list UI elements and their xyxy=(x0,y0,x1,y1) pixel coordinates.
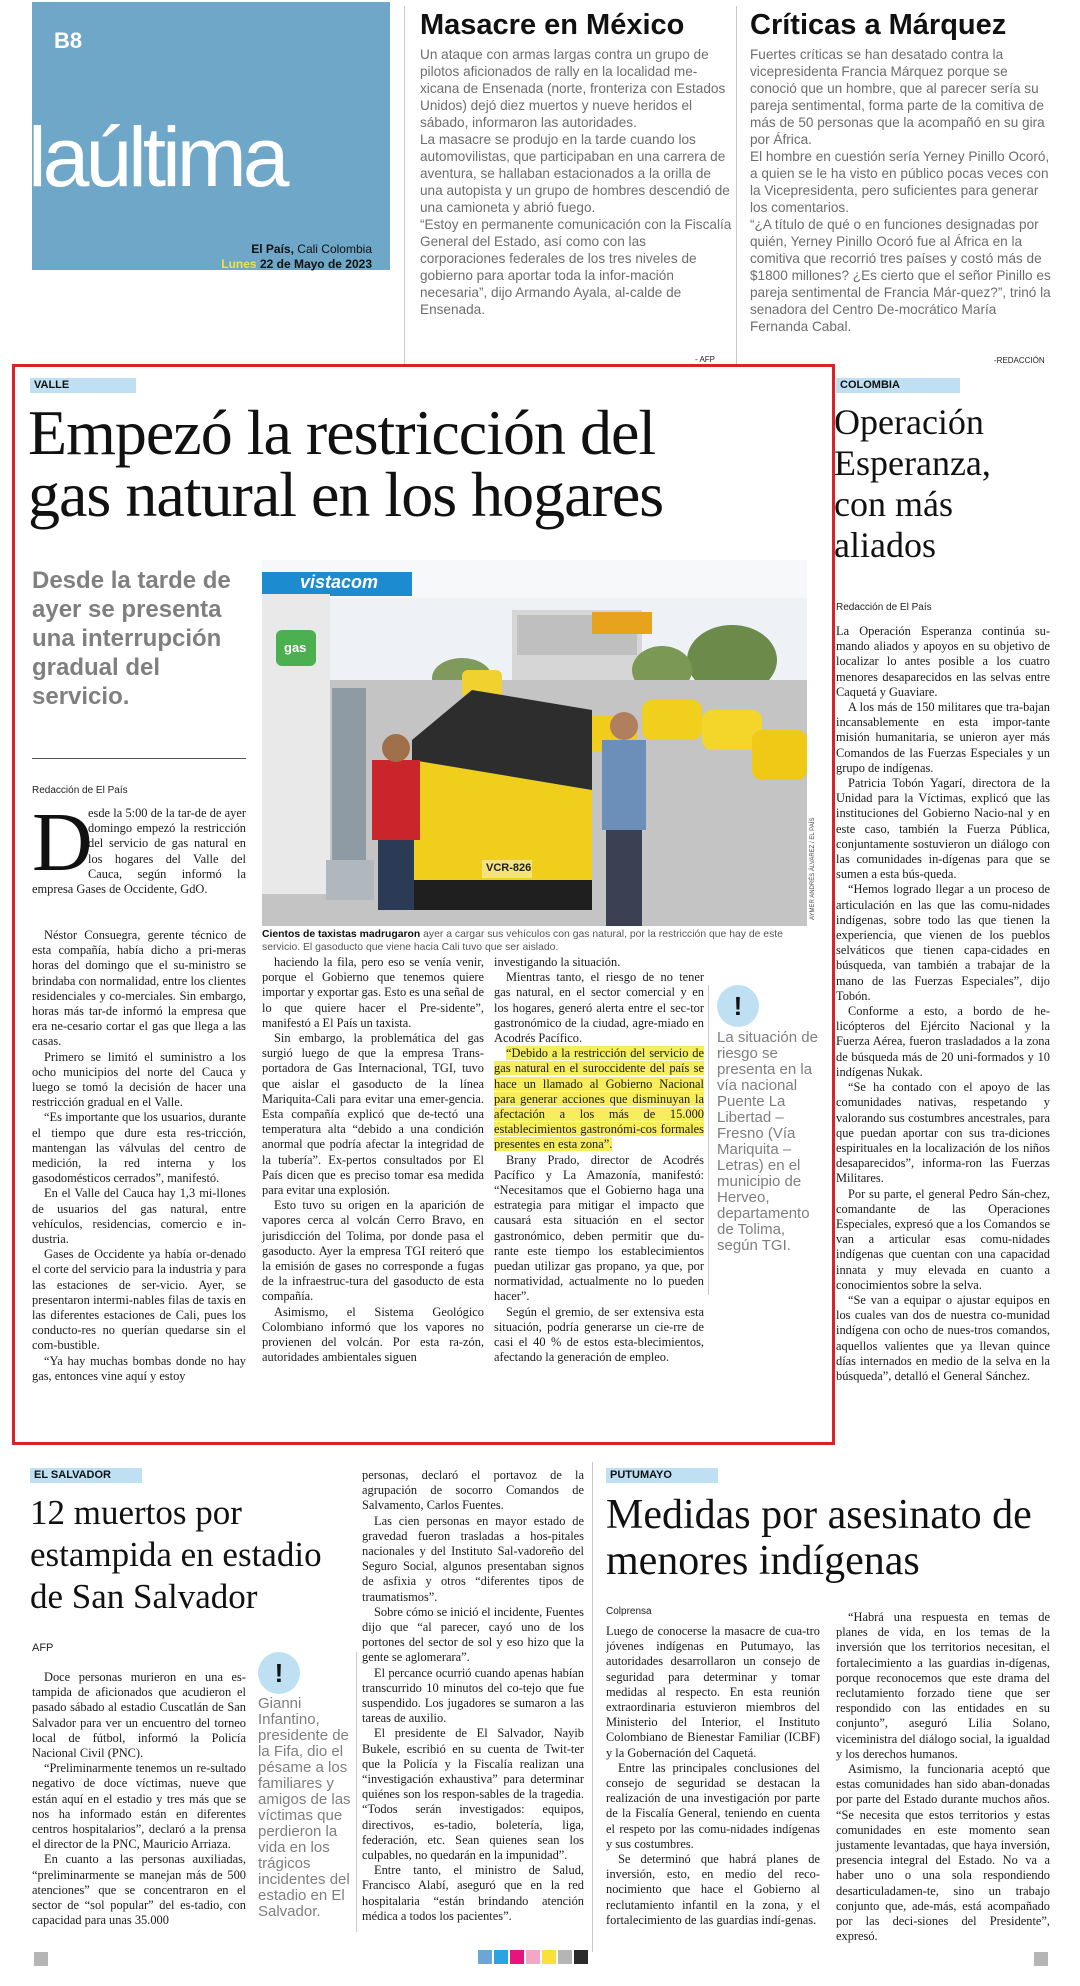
esperanza-body: La Operación Esperanza continúa su-mando aliados y apoyos en su objetivo de localizar lo antes posible a los cuatro menores desaparecidos en las selvas entre Caquetá y Guaviare. A los más de 150 militares que tra-bajan incansablemente en esta impor-tante misión humanitaria, se unieron ayer más Comandos de las Fuerzas Especiales y un grupo de indígenas. Patricia Tobón Yagarí, directora de la Unidad para la Víctimas, explicó que las instituciones del Gobierno Nacio-nal y en este caso, también la Fuerza Pública, conjuntamente sostuvieron un diálogo con las comunidades in-dígenas para que se sumen a esta bús-queda. “Hemos logrado llegar a un proceso de articulación en las que las comu-nidades indígenas, sobre todo las que tienen la experiencia, que vienen de los pueblos selváticos que tienen capa-cidades en búsqueda, van también a trabajar de la mano de las Fuerzas Especiales”, dijo Tobón. Conforme a esto, a bordo de he-licópteros del Ejército Nacional y la Fuerza Aérea, fueron trasladados a la zona de búsqueda más de 20 uni-formados y 10 indígenas Nukak. “Se ha contado con el apoyo de las comunidades nativas, respetando y valorando sus costumbres ancestrales, para que puedan aportar con sus tra-diciones espirituales en la localización de los niños desaparecidos”, informa-ron las Fuerzas Militares. Por su parte, el general Pedro Sán-chez, comandante de las Operaciones Especiales, expresó que a los Comandos se van a articular esas comu-nidades indígenas que cuentan con una capacidad innata y muy elevada en cuanto a conocimientos sobre la selva. “Se van a equipar o ajustar equipos en los cuales van dos de nuestra co-munidad indígena con ocho de nues-tros comandos, aquellos valientes que ya llevan quince días internados en medio de la selva en la búsqueda”, detalló el General Sánchez. xyxy=(836,624,1050,1383)
color-swatch xyxy=(574,1950,588,1964)
salvador-byline: AFP xyxy=(32,1642,54,1654)
gas-col3: investigando la situación. Mientras tanto, el riesgo de no tener gas natural, en el sector comercial y en los hogares, generó alerta entre el sec-tor gastronómico de la ciudad, agre-miado en Acodrés Pacífico. “Debido a la restricción del servicio de gas natural en el suroccidente del país se hace un llamado al Gobierno Nacional para generar acciones que disminuyan la afectación a los más de 15.000 establecimientos gastronómi-cos formales presentes en esta zona”. Brany Prado, director de Acodrés Pacífico y La Amazonía, manifestó: “Necesitamos que el Gobierno haga una estrategia para mitigar el impacto que causará esta situación en el sector gastronómico, deben permitir que du-rante este tiempo los establecimientos puedan utilizar gas propano, ya que, por normatividad, actualmente no lo pueden hacer”. Según el gremio, de ser extensiva esta situación, podría generarse un cie-rre de casi el 40 % de estos esta-blecimientos, afectando la generación de empleo. xyxy=(494,955,704,1365)
color-swatch xyxy=(494,1950,508,1964)
color-swatch xyxy=(478,1950,492,1964)
photo-plate: VCR-826 xyxy=(486,862,532,874)
masthead xyxy=(28,2,390,271)
color-swatch xyxy=(526,1950,540,1964)
date: 22 de Mayo de 2023 xyxy=(259,257,372,271)
drop-cap: D xyxy=(32,796,93,889)
gas-kicker: VALLE xyxy=(30,378,136,393)
putumayo-byline: Colprensa xyxy=(606,1606,652,1617)
esperanza-byline: Redacción de El País xyxy=(836,602,932,613)
marquez-body: Fuertes críticas se han desatado contra la vicepresidenta Francia Márquez porque se conoció que un hombre, que al parecer sería su pareja sentimental, forma parte de la comitiva de más de 50 personas que la acompañó en su gira por África. El hombre en cuestión sería Yerney Pinillo Ocoró, a quien se le ha visto en público pocas veces con la Vicepresidenta, pero suficientes para generar los comentarios. “¿A título de qué o en funciones designadas por quién, Yerney Pinillo Ocoró fue al África en la comitiva que recorrió tres países y costó más de $1800 millones? ¿Es cierto que el señor Pinillo es pareja sentimental de Francia Már-quez?”, trinó la senadora del Centro De-mocrático María Fernanda Cabal. xyxy=(750,47,1051,334)
paper-name: El País, xyxy=(251,242,294,256)
salvador-col1: Doce personas murieron en una es-tampida de aficionados que acudieron el pasado sábado al estadio Cuscatlán de San Salvador para ver un encuentro del torneo local de fútbol, informó la Policía Nacional Civil (PNC). “Preliminarmente tenemos un re-sultado negativo de doce víctimas, nueve que están aquí en el estadio y tres más que se nos ha informado están en diferentes centros hospitalarios”, declaró a la prensa el director de la PNC, Mauricio Arriaza. En cuanto a las personas auxiliadas, “preliminarmente se manejan más de 500 atenciones” que se concentraron en el sector de “sol popular” del es-tadio, con capacidad para unas 35.000 xyxy=(32,1670,246,1928)
mexico-title: Masacre en México xyxy=(420,9,685,41)
gas-lead: D esde la 5:00 de la tar-de de ayer domingo empezó la restricción del servicio de gas natural en los hogares del Valle del Cauca, según informó la empresa Gases de Occidente, GdO. xyxy=(32,796,246,897)
gas-station-illustration xyxy=(262,560,807,926)
salvador-title: 12 muertos por estampida en estadio de San Salvador xyxy=(30,1493,322,1616)
city: Cali Colombia xyxy=(297,242,372,256)
salvador-col2: personas, declaró el portavoz de la agrupación de socorro Comandos de Salvamento, Carlos Fuentes. Las cien personas en mayor estado de gravedad fueron trasladas a hos-pitales nacionales y del Instituto Sal-vadoreño del Seguro Social, algunos presentaban signos de asfixia y otros “diferentes tipos de traumatismos”. Sobre cómo se inició el incidente, Fuentes dijo que “al parecer, cayó uno de los portones del sector de sol y eso hizo que la gente se aglomerara”. El percance ocurrió cuando apenas habían transcurrido 10 minutos del co-tejo que fue suspendido. Los jugadores se sumaron a las tareas de auxilio. El presidente de El Salvador, Nayib Bukele, escribió en su cuenta de Twit-ter que la Policía y la Fiscalía realizan una “investigación exhaustiva” para determinar quiénes son los respon-sables de la tragedia. “Todos serán investigados: equipos, directivos, es-tadio, boletería, liga, federación, etc. Sean quienes sean los culpables, no quedarán en la impunidad”. Entre tanto, el ministro de Salud, Francisco Alabí, aseguró que en la red hospitalaria “están brindando atención médica a todos los pacientes”. xyxy=(362,1468,584,1923)
mexico-body: Un ataque con armas largas contra un grupo de pilotos aficionados de rally en la localidad me-xicana de Ensenada (norte, fronteriza con Estados Unidos) dejó diez muertos y nueve heridos el sábado, informaron las autoridades. La masacre se produjo en la tarde cuando los automovilistas, que participaban en una carrera de aventura, se hallaban estacionados a la orilla de una autopista y un grupo de hombres descendió de una camioneta y abrió fuego. “Estoy en permanente comunicación con la Fiscalía General del Estado, así como con las corporaciones federales de los tres niveles de gobierno para aportar toda la infor-mación necesaria”, dijo Armando Ayala, al-calde de Ensenada. xyxy=(420,47,732,317)
photo-sign-gas: gas xyxy=(284,640,307,655)
salvador-kicker: EL SALVADOR xyxy=(30,1468,142,1483)
gas-headline: Empezó la restricción del gas natural en los hogares xyxy=(28,397,664,530)
mexico-credit: - AFP xyxy=(695,355,716,364)
gas-subhead: Desde la tarde de ayer se presenta una interrupción gradual del servicio. xyxy=(32,567,231,710)
color-swatch xyxy=(558,1950,572,1964)
putumayo-kicker: PUTUMAYO xyxy=(606,1468,718,1483)
marquez-credit: -REDACCIÓN xyxy=(994,356,1045,365)
day: Lunes xyxy=(221,257,257,271)
marquez-title: Críticas a Márquez xyxy=(750,9,1007,41)
esperanza-title: Operación Esperanza, con más aliados xyxy=(834,402,991,565)
gas-byline: Redacción de El País xyxy=(32,785,128,796)
gas-sidebar: La situación de riesgo se presenta en la vía nacional Puente La Libertad – Fresno (Vía Mariquita – Letras) en el municipio de Herveo, departamento de Tolima, según TGI. xyxy=(717,1029,818,1254)
salvador-sidebar: Gianni Infantino, presidente de la Fifa, dio el pésame a los familiares y amigos de las víctimas que perdieron la vida en los trágicos incidentes del estadio en El Salvador. xyxy=(258,1695,351,1920)
photo-credit: AYMER ANDRÉS ÁLVAREZ / EL PAÍS xyxy=(810,817,816,920)
photo-caption: Cientos de taxistas madrugaron ayer a cargar sus vehículos con gas natural, por la restricción que hay de este servicio. El gasoducto que viene hacia Cali tuvo que ser aislado. xyxy=(262,929,783,953)
marquez-story xyxy=(750,8,1055,335)
logo: laúltima xyxy=(28,110,286,204)
page-number: B8 xyxy=(54,28,83,53)
color-swatch xyxy=(510,1950,524,1964)
highlighted-quote: “Debido a la restricción del servicio de gas natural en el suroccidente del país se hace un llamado al Gobierno Nacional para generar acciones que disminuyan la afectación a los más de 15.000 establecimientos gastronómi-cos formales presentes en esta zona”. xyxy=(494,1046,704,1152)
putumayo-title: Medidas por asesinato de menores indígenas xyxy=(606,1492,1032,1584)
esperanza-kicker: COLOMBIA xyxy=(836,378,960,393)
mexico-story xyxy=(420,8,732,318)
putumayo-col2: “Habrá una respuesta en temas de planes de vida, en los temas de la inversión que los territorios necesitan, el fortalecimiento a las guardias in-dígenas, porque reconocemos que este drama del reclutamiento forzado tiene que ser respondido con las entidades en su conjunto”, aseguró Lilia Solano, viceministra del diálogo social, la igualdad y los derechos humanos. Asimismo, la funcionaria aceptó que estas comunidades han sido aban-donadas por parte del Estado durante muchos años. “Se necesita que estos territorios y estas comunidades en este momento sean justamente levantadas, que haya inversión, presencia integral del Estado. No va a haber uno o una sola respondiendo desarticuladamen-te, sino un trabajo conjunto que, ade-más, está acompañado por las deci-siones del Presidente”, expresó. xyxy=(836,1610,1050,1944)
alert-icon-salvador: ! xyxy=(258,1652,300,1694)
photo-sign-vistacom: vistacom xyxy=(300,572,379,592)
gas-col2: haciendo la fila, pero eso se venía venir, porque el Gobierno que tenemos quiere importar y exportar gas. Esto es una señal de lo que quiere hacer el Pre-sidente”, manifestó a El País un taxista. Sin embargo, la problemática del gas surgió luego de que la empresa Trans-portadora de Gas Internacional, TGI, tuvo que aislar el gasoducto de la línea Mariquita-Cali para evitar una emer-gencia. Esta compañía explicó que de-tectó una temperatura alta “debido a una condición anormal que podría afectar la integridad de la tubería”. Ex-pertos consultados por El País dicen que es preciso tomar esa medida para evitar una explosión. Esto tuvo su origen en la aparición de vapores cerca al volcán Cerro Bravo, en jurisdicción del Tolima, por donde pasa el gasoducto. Ayer la empresa TGI reiteró que la emisión de gases no corresponde a fugas de la infraestruc-tura del gasoducto de esta compañía. Asimismo, el Sistema Geológico Colombiano informó que los vapores no provienen del volcán. Por esta ra-zón, autoridades ambientales siguen xyxy=(262,955,484,1365)
alert-icon: ! xyxy=(717,985,759,1027)
color-registration-bar xyxy=(478,1950,588,1964)
putumayo-col1: Luego de conocerse la masacre de cua-tro jóvenes indígenas en Putumayo, las autoridades desarrollaron un consejo de seguridad para determinar y tomar medidas al respecto. En esta reunión extraordinaria estuvieron miembros del Ministerio del Interior, el Instituto Colombiano de Bienestar Familiar (ICBF) y la Gobernación del Caquetá. Entre las principales conclusiones del consejo de seguridad se destacan la realización de una investigación por parte de la Fiscalía General, teniendo en cuenta el respeto por las comu-nidades indígenas y sus costumbres. Se determinó que habrá planes de inversión, esto, en medio del reco-nocimiento que hace el Gobierno al reclutamiento infantil en la zona, y el fortalecimiento de las guardias indí-genas. xyxy=(606,1624,820,1927)
gas-photo xyxy=(262,560,807,926)
gas-col1: Néstor Consuegra, gerente técnico de esta compañía, había dicho a pri-meras horas del domingo que el su-ministro se brindaba con normalidad, entre los clientes residenciales y co-merciales. Sin embargo, horas más tar-de informó la empresa que era ne-cesario cortar el gas que llega a las casas. Primero se limitó el suministro a los ocho municipios del norte del Cauca y luego se tomó la decisión de hacer una restricción gradual en el Valle. “Es importante que los usuarios, durante el tiempo que dure esta res-tricción, mantengan las válvulas del centro de medición, la red interna y los gasodomésticos cerrados”, manifestó. En el Valle del Cauca hay 1,3 mi-llones de usuarios del gas natural, entre vehículos, residencias, comercio e in-dustria. Gases de Occidente ya había or-denado el corte del servicio para la industria y para las estaciones de ser-vicio. Ayer, se presentaron intermi-nables filas de taxis en las diferentes estaciones de Cali, pues los conducto-res no querían quedarse sin el com-bustible. “Ya hay muchas bombas donde no hay gas, entonces vine aquí y estoy xyxy=(32,928,246,1383)
crop-mark-left xyxy=(34,1952,48,1966)
crop-mark-right xyxy=(1034,1952,1048,1966)
color-swatch xyxy=(542,1950,556,1964)
